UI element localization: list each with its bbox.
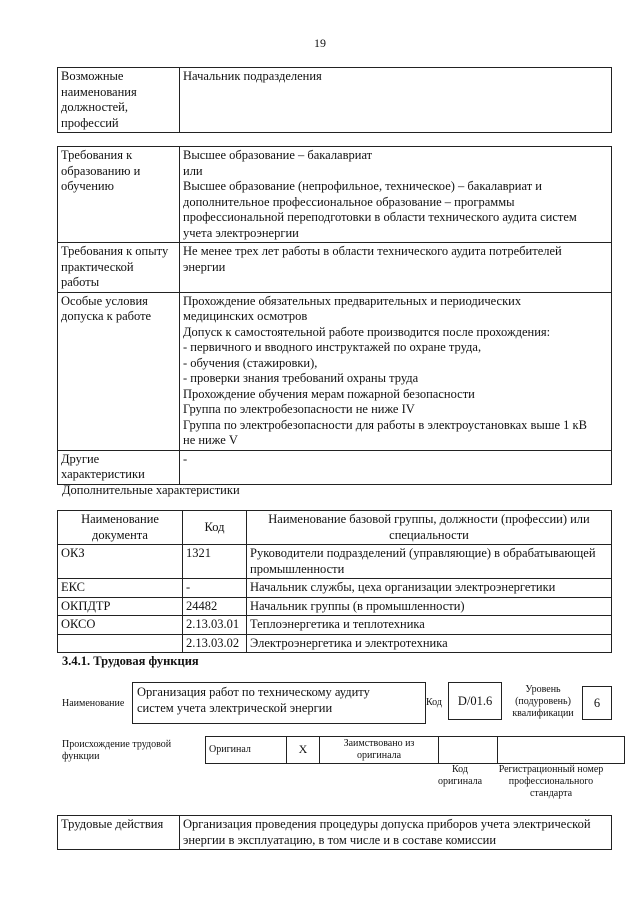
requirement-label-line: Требования к: [61, 148, 133, 162]
positions-label: [58, 68, 180, 133]
header-document: [58, 511, 183, 545]
reg-number-line: стандарта: [529, 788, 573, 799]
requirement-value-line: Высшее образование (непрофильное, техническое) – бакалавриат и: [183, 179, 542, 193]
function-name-label: Наименование: [62, 698, 125, 709]
name-cell-line: Начальник службы, цеха организации электроэнергетики: [250, 580, 556, 594]
code-cell: 2.13.03.02: [183, 634, 247, 653]
requirement-value-line: медицинских осмотров: [183, 309, 308, 323]
code-original-line: Код: [452, 764, 468, 775]
actions-value-line: Организация проведения процедуры допуска приборов учета электрической: [183, 817, 591, 831]
requirement-label-line: Особые условия: [61, 293, 148, 308]
function-name-line: Организация работ по техническому аудиту: [137, 685, 370, 699]
code-cell: 24482: [183, 597, 247, 616]
code-original-line: оригинала: [437, 776, 483, 787]
requirement-value-line: Группа по электробезопасности для работы в электроустановках выше 1 кВ: [183, 417, 587, 432]
requirement-label: [58, 450, 180, 484]
additional-table: [57, 510, 612, 653]
reg-number-line: профессионального: [508, 776, 594, 787]
function-code-label: Код: [426, 697, 442, 708]
requirement-label-line: образованию и: [61, 163, 141, 178]
header-doc-line: Наименование: [81, 512, 159, 526]
requirements-table: [57, 146, 612, 485]
requirement-label: [58, 147, 180, 243]
original-label: Оригинал: [206, 737, 287, 764]
function-level-line: (подуровень): [515, 696, 571, 707]
name-cell-line: Теплоэнергетика и теплотехника: [250, 617, 425, 631]
reg-number-cell: [498, 737, 625, 764]
requirement-row: [58, 450, 612, 484]
function-heading: 3.4.1. Трудовая функция: [62, 654, 199, 668]
header-code: Код: [183, 511, 247, 545]
requirement-value-line: - обучения (стажировки),: [183, 355, 318, 370]
actions-table: [57, 815, 612, 850]
name-cell: [247, 545, 612, 579]
reg-number-line: Регистрационный номер: [498, 764, 604, 775]
requirement-value: [180, 292, 612, 450]
requirement-value-line: Не менее трех лет работы в области технического аудита потребителей: [183, 244, 562, 258]
code-original-label: [430, 764, 490, 788]
origin-label-line: Происхождение трудовой: [62, 739, 172, 750]
requirement-value-line: -: [183, 451, 188, 466]
function-name-box: [132, 682, 426, 724]
code-original-cell: [439, 737, 498, 764]
code-cell: 1321: [183, 545, 247, 579]
name-cell-line: Электроэнергетика и электротехника: [250, 635, 448, 650]
positions-label-line: наименования: [61, 84, 137, 99]
name-cell-line: Начальник группы (в промышленности): [250, 598, 465, 613]
requirement-label-line: Требования к опыту: [61, 244, 169, 258]
requirement-row: [58, 147, 612, 243]
origin-label: [62, 739, 171, 763]
requirement-label: [58, 292, 180, 450]
requirement-value-line: энергии: [183, 259, 226, 274]
requirement-value: [180, 450, 612, 484]
function-level-line: квалификации: [512, 708, 574, 719]
doc-cell: ЕКС: [58, 579, 183, 598]
name-cell-line: Руководители подразделений (управляющие) в обрабатывающей: [250, 546, 596, 560]
positions-label-line: должностей,: [61, 100, 128, 114]
borrowed-line: Заимствовано из: [343, 738, 415, 749]
requirement-value-line: - проверки знания требований охраны труда: [183, 371, 419, 385]
requirement-value-line: учета электроэнергии: [183, 225, 299, 240]
function-name-line: систем учета электрической энергии: [137, 700, 333, 715]
requirement-value-line: или: [183, 163, 203, 178]
reg-number-label: [488, 764, 614, 800]
name-cell: [247, 616, 612, 635]
doc-cell: ОКСО: [58, 616, 183, 635]
name-cell: [247, 597, 612, 616]
code-cell: 2.13.03.01: [183, 616, 247, 635]
borrowed-line: оригинала: [356, 750, 402, 761]
table-row: [58, 545, 612, 579]
function-level-line: Уровень: [525, 684, 561, 695]
requirement-value-line: Прохождение обязательных предварительных и периодических: [183, 293, 522, 308]
borrowed-label: [320, 737, 439, 764]
additional-header-row: [58, 511, 612, 545]
requirement-value-line: Высшее образование – бакалавриат: [183, 148, 373, 162]
origin-table: [205, 736, 625, 764]
additional-title: Дополнительные характеристики: [62, 483, 240, 497]
requirement-value-line: не ниже V: [183, 433, 238, 447]
doc-cell: [58, 634, 183, 653]
page-number: 19: [314, 36, 326, 50]
positions-label-line: Возможные: [61, 69, 124, 83]
header-doc-line: документа: [92, 527, 148, 542]
name-cell: [247, 634, 612, 653]
header-name-line: Наименование базовой группы, должности (профессии) или: [268, 512, 590, 526]
function-level-box: 6: [582, 686, 612, 720]
requirement-row: [58, 243, 612, 293]
table-row: [58, 579, 612, 598]
original-mark: X: [287, 737, 320, 764]
actions-value-line: энергии в эксплуатацию, в том числе и в составе комиссии: [183, 832, 497, 847]
doc-cell: ОКЗ: [58, 545, 183, 579]
header-name: [247, 511, 612, 545]
requirement-label-line: работы: [61, 275, 100, 289]
requirement-value-line: Допуск к самостоятельной работе производится после прохождения:: [183, 324, 551, 339]
requirement-label: [58, 243, 180, 293]
requirement-label-line: обучению: [61, 179, 114, 193]
requirement-value: [180, 147, 612, 243]
requirement-value-line: - первичного и вводного инструктажей по охране труда,: [183, 340, 482, 354]
requirement-value-line: дополнительное профессиональное образование – программы: [183, 194, 515, 209]
table-row: [58, 597, 612, 616]
positions-table: [57, 67, 612, 133]
name-cell-line: промышленности: [250, 561, 345, 576]
doc-cell: ОКПДТР: [58, 597, 183, 616]
header-name-line: специальности: [389, 527, 469, 542]
actions-label: Трудовые действия: [58, 816, 180, 850]
table-row: [58, 616, 612, 635]
code-cell: -: [183, 579, 247, 598]
name-cell: [247, 579, 612, 598]
requirement-value: [180, 243, 612, 293]
requirement-label-line: характеристики: [61, 467, 145, 481]
table-row: [58, 634, 612, 653]
requirement-row: [58, 292, 612, 450]
requirement-value-line: Группа по электробезопасности не ниже IV: [183, 402, 415, 416]
requirement-label-line: допуска к работе: [61, 309, 152, 323]
positions-value: Начальник подразделения: [180, 68, 612, 133]
requirement-value-line: Прохождение обучения мерам пожарной безопасности: [183, 386, 475, 401]
requirement-value-line: профессиональной переподготовки в области технического аудита систем: [183, 210, 577, 224]
actions-value: [180, 816, 612, 850]
origin-label-line: функции: [62, 751, 100, 762]
requirement-label-line: Другие: [61, 451, 100, 466]
positions-label-line: профессий: [61, 115, 119, 130]
requirement-label-line: практической: [61, 259, 134, 274]
function-level-label: [505, 684, 581, 720]
function-code-box: D/01.6: [448, 682, 502, 720]
